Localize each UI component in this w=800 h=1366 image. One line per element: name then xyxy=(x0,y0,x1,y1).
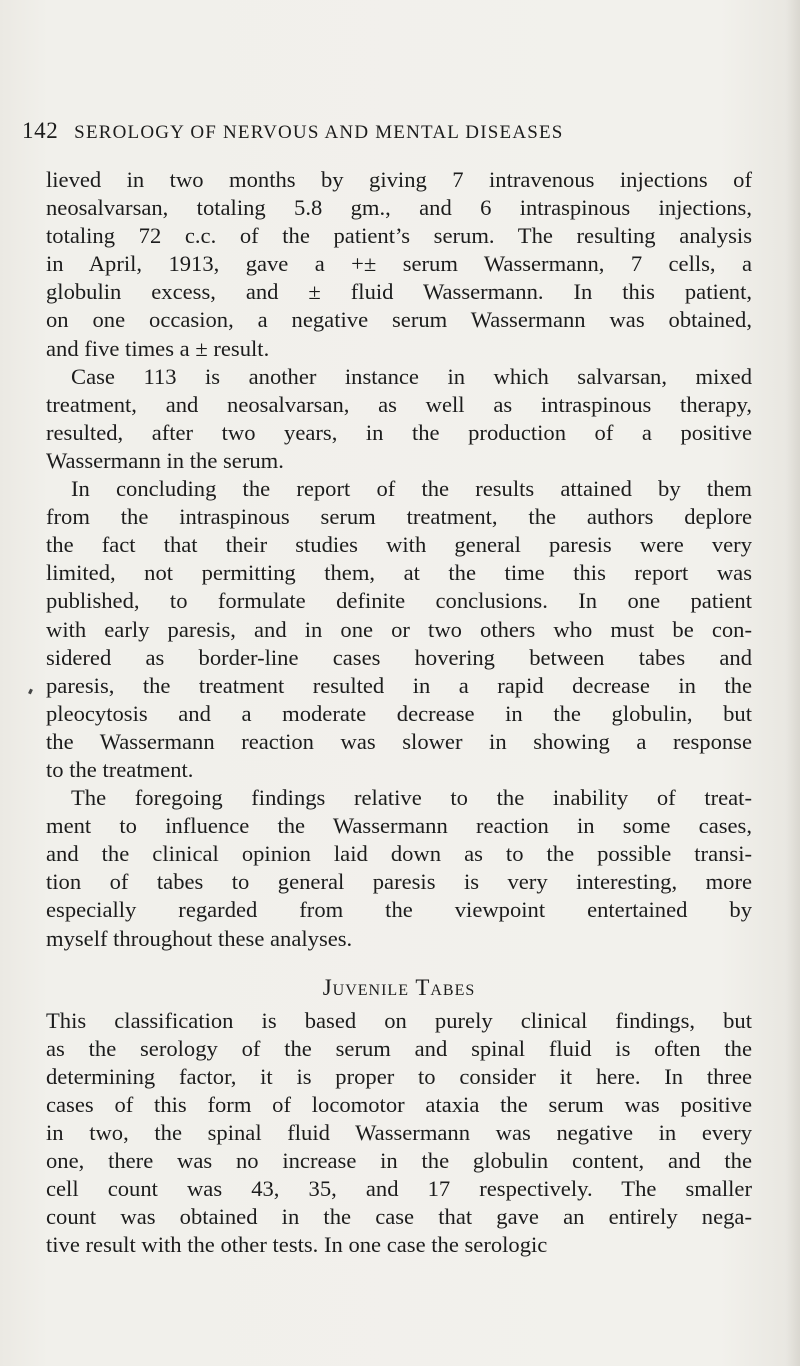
text-line: paresis, the treatment resulted in a rapid decrease in the xyxy=(46,672,752,698)
text-line: cell count was 43, 35, and 17 respectively. The smaller xyxy=(46,1176,752,1202)
text-line: on one occasion, a negative serum Wassermann was obtained, xyxy=(46,307,752,333)
text-line: especially regarded from the viewpoint entertained by xyxy=(46,897,752,923)
section-paragraph-group xyxy=(46,1007,752,1260)
text-line: tive result with the other tests. In one case the serologic xyxy=(46,1232,548,1258)
section-heading xyxy=(46,975,752,1003)
text-line: neosalvarsan, totaling 5.8 gm., and 6 intraspinous injections, xyxy=(46,195,752,221)
text-line: totaling 72 c.c. of the patient’s serum. The resulting analysis xyxy=(46,223,752,249)
text-line: Wassermann in the serum. xyxy=(46,447,284,473)
body-text xyxy=(46,166,752,1259)
text-line: published, to formulate definite conclusions. In one patient xyxy=(46,588,752,614)
text-line: as the serology of the serum and spinal fluid is often the xyxy=(46,1035,752,1061)
text-line: treatment, and neosalvarsan, as well as intraspinous therapy, xyxy=(46,391,752,417)
text-line: In concluding the report of the results attained by them xyxy=(71,476,752,502)
page-number: 142 xyxy=(22,118,59,143)
text-line: cases of this form of locomotor ataxia the serum was positive xyxy=(46,1091,752,1117)
running-title: SEROLOGY OF NERVOUS AND MENTAL DISEASES xyxy=(74,122,564,143)
text-line: The foregoing findings relative to the inability of treat- xyxy=(71,785,752,811)
text-line: sidered as border-line cases hovering between tabes and xyxy=(46,644,752,670)
page-edge-shadow xyxy=(786,0,800,1366)
text-line: ment to influence the Wassermann reaction in some cases, xyxy=(46,813,752,839)
text-line: pleocytosis and a moderate decrease in the globulin, but xyxy=(46,700,752,726)
section-heading-text: Juvenile Tabes xyxy=(322,974,476,1000)
stray-ink-mark xyxy=(28,689,33,695)
text-line: globulin excess, and ± fluid Wassermann. In this patient, xyxy=(46,279,752,305)
text-line: with early paresis, and in one or two others who must be con- xyxy=(46,616,752,642)
text-line: determining factor, it is proper to consider it here. In three xyxy=(46,1063,752,1089)
text-line: count was obtained in the case that gave an entirely nega- xyxy=(46,1204,752,1230)
text-line: from the intraspinous serum treatment, the authors deplore xyxy=(46,504,752,530)
text-line: the Wassermann reaction was slower in showing a response xyxy=(46,728,752,754)
text-line: to the treatment. xyxy=(46,756,194,782)
text-line: myself throughout these analyses. xyxy=(46,925,353,951)
text-line: tion of tabes to general paresis is very interesting, more xyxy=(46,869,752,895)
paragraph-group xyxy=(46,166,752,953)
text-line: the fact that their studies with general paresis were very xyxy=(46,532,752,558)
text-line: and five times a ± result. xyxy=(46,335,270,361)
text-line: one, there was no increase in the globulin content, and the xyxy=(46,1148,752,1174)
text-line: This classification is based on purely clinical findings, but xyxy=(46,1007,752,1033)
text-line: limited, not permitting them, at the time this report was xyxy=(46,560,752,586)
text-line: resulted, after two years, in the production of a positive xyxy=(46,419,752,445)
text-line: Case 113 is another instance in which salvarsan, mixed xyxy=(71,363,752,389)
running-header xyxy=(22,118,762,144)
text-line: and the clinical opinion laid down as to the possible transi- xyxy=(46,841,752,867)
text-line: in April, 1913, gave a +± serum Wassermann, 7 cells, a xyxy=(46,251,752,277)
text-line: in two, the spinal fluid Wassermann was negative in every xyxy=(46,1120,752,1145)
text-line: lieved in two months by giving 7 intravenous injections of xyxy=(46,167,752,192)
